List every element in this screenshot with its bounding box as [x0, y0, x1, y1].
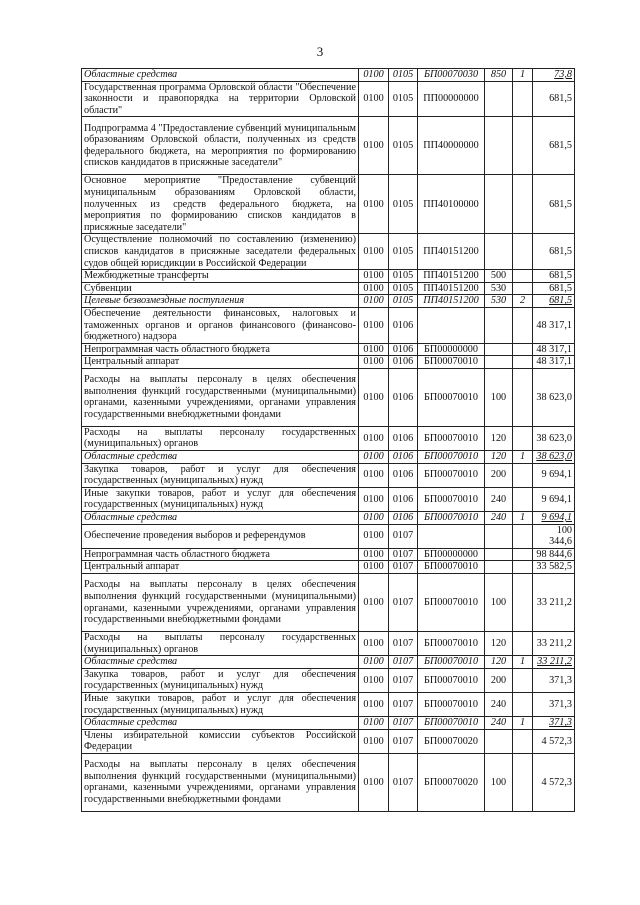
- expense-type-cell: [485, 343, 513, 356]
- amount-cell: 681,5: [533, 234, 575, 270]
- expense-type-cell: 100: [485, 574, 513, 632]
- funding-source-cell: [513, 753, 533, 811]
- expense-type-cell: 530: [485, 295, 513, 308]
- table-row: [82, 548, 575, 561]
- funding-source-cell: [513, 343, 533, 356]
- section-code-cell: 0100: [359, 717, 389, 730]
- expense-type-cell: [485, 81, 513, 117]
- funding-source-cell: 1: [513, 512, 533, 525]
- amount-cell: 681,5: [533, 282, 575, 295]
- amount-cell: 4 572,3: [533, 729, 575, 753]
- expense-name-cell: Иные закупки товаров, работ и услуг для обеспечения государственных (муниципальных) нужд: [82, 487, 359, 511]
- table-row: [82, 574, 575, 632]
- expense-name-cell: Областные средства: [82, 717, 359, 730]
- target-article-cell: БП00070010: [418, 668, 485, 692]
- budget-table: [81, 68, 575, 812]
- subsection-code-cell: 0106: [389, 426, 418, 450]
- target-article-cell: БП00070010: [418, 574, 485, 632]
- expense-name-cell: Основное мероприятие "Предоставление субвенций муниципальным образованиям Орловской области, полученных из средств федерального бюджета, на мероприятия по формированию списков кандидатов в присяжные заседатели": [82, 175, 359, 234]
- table-row: [82, 668, 575, 692]
- section-code-cell: 0100: [359, 307, 389, 343]
- expense-name-cell: Непрограммная часть областного бюджета: [82, 548, 359, 561]
- target-article-cell: БП00070010: [418, 368, 485, 426]
- subsection-code-cell: 0106: [389, 368, 418, 426]
- expense-type-cell: [485, 234, 513, 270]
- section-code-cell: 0100: [359, 632, 389, 656]
- amount-cell: 4 572,3: [533, 753, 575, 811]
- funding-source-cell: [513, 175, 533, 234]
- expense-name-cell: Межбюджетные трансферты: [82, 270, 359, 283]
- funding-source-cell: [513, 487, 533, 511]
- subsection-code-cell: 0107: [389, 692, 418, 716]
- funding-source-cell: [513, 426, 533, 450]
- table-row: [82, 632, 575, 656]
- section-code-cell: 0100: [359, 234, 389, 270]
- table-row: [82, 729, 575, 753]
- funding-source-cell: [513, 463, 533, 487]
- subsection-code-cell: 0107: [389, 524, 418, 548]
- table-row: [82, 270, 575, 283]
- amount-cell: 681,5: [533, 81, 575, 117]
- subsection-code-cell: 0105: [389, 282, 418, 295]
- table-row: [82, 307, 575, 343]
- expense-name-cell: Расходы на выплаты персоналу в целях обеспечения выполнения функций государственными (муниципальными) органами, казенными учреждениями, органами управления государственными внебюджетными фондами: [82, 753, 359, 811]
- funding-source-cell: [513, 368, 533, 426]
- target-article-cell: БП00070010: [418, 632, 485, 656]
- target-article-cell: БП00070010: [418, 487, 485, 511]
- amount-cell: 33 211,2: [533, 574, 575, 632]
- subsection-code-cell: 0106: [389, 307, 418, 343]
- expense-type-cell: 120: [485, 656, 513, 669]
- table-row: [82, 463, 575, 487]
- expense-name-cell: Расходы на выплаты персоналу в целях обеспечения выполнения функций государственными (муниципальными) органами, казенными учреждениями, органами управления государственными внебюджетными фондами: [82, 368, 359, 426]
- funding-source-cell: [513, 561, 533, 574]
- amount-cell: 9 694,1: [533, 487, 575, 511]
- section-code-cell: 0100: [359, 656, 389, 669]
- table-row: [82, 282, 575, 295]
- amount-cell: 73,8: [533, 69, 575, 82]
- amount-cell: 33 211,2: [533, 656, 575, 669]
- amount-cell: 371,3: [533, 668, 575, 692]
- target-article-cell: БП00070010: [418, 426, 485, 450]
- target-article-cell: ПП40151200: [418, 282, 485, 295]
- expense-type-cell: 200: [485, 463, 513, 487]
- subsection-code-cell: 0106: [389, 451, 418, 464]
- expense-type-cell: 530: [485, 282, 513, 295]
- funding-source-cell: 2: [513, 295, 533, 308]
- amount-cell: 9 694,1: [533, 463, 575, 487]
- expense-type-cell: 240: [485, 512, 513, 525]
- amount-cell: 38 623,0: [533, 426, 575, 450]
- table-row: [82, 69, 575, 82]
- table-row: [82, 753, 575, 811]
- subsection-code-cell: 0106: [389, 463, 418, 487]
- expense-type-cell: 120: [485, 426, 513, 450]
- target-article-cell: БП00070010: [418, 463, 485, 487]
- section-code-cell: 0100: [359, 282, 389, 295]
- subsection-code-cell: 0106: [389, 343, 418, 356]
- subsection-code-cell: 0105: [389, 270, 418, 283]
- amount-cell: 33 582,5: [533, 561, 575, 574]
- section-code-cell: 0100: [359, 729, 389, 753]
- subsection-code-cell: 0107: [389, 632, 418, 656]
- expense-type-cell: 500: [485, 270, 513, 283]
- funding-source-cell: [513, 524, 533, 548]
- expense-name-cell: Непрограммная часть областного бюджета: [82, 343, 359, 356]
- table-row: [82, 426, 575, 450]
- target-article-cell: БП00070010: [418, 451, 485, 464]
- amount-cell: 33 211,2: [533, 632, 575, 656]
- expense-name-cell: Субвенции: [82, 282, 359, 295]
- expense-name-cell: Областные средства: [82, 512, 359, 525]
- expense-type-cell: [485, 548, 513, 561]
- expense-name-cell: Члены избирательной комиссии субъектов Российской Федерации: [82, 729, 359, 753]
- expense-name-cell: Расходы на выплаты персоналу государственных (муниципальных) органов: [82, 632, 359, 656]
- funding-source-cell: [513, 632, 533, 656]
- table-row: [82, 295, 575, 308]
- expense-name-cell: Закупка товаров, работ и услуг для обеспечения государственных (муниципальных) нужд: [82, 668, 359, 692]
- section-code-cell: 0100: [359, 270, 389, 283]
- subsection-code-cell: 0105: [389, 175, 418, 234]
- funding-source-cell: [513, 356, 533, 369]
- section-code-cell: 0100: [359, 69, 389, 82]
- target-article-cell: [418, 307, 485, 343]
- funding-source-cell: [513, 234, 533, 270]
- funding-source-cell: [513, 729, 533, 753]
- section-code-cell: 0100: [359, 175, 389, 234]
- funding-source-cell: [513, 548, 533, 561]
- table-row: [82, 175, 575, 234]
- table-row: [82, 234, 575, 270]
- target-article-cell: БП00070010: [418, 717, 485, 730]
- expense-type-cell: [485, 729, 513, 753]
- table-row: [82, 692, 575, 716]
- table-row: [82, 512, 575, 525]
- section-code-cell: 0100: [359, 368, 389, 426]
- table-row: [82, 117, 575, 175]
- funding-source-cell: [513, 668, 533, 692]
- subsection-code-cell: 0106: [389, 512, 418, 525]
- amount-cell: 371,3: [533, 692, 575, 716]
- table-row: [82, 451, 575, 464]
- amount-cell: 98 844,6: [533, 548, 575, 561]
- target-article-cell: БП00070010: [418, 656, 485, 669]
- expense-type-cell: [485, 356, 513, 369]
- target-article-cell: БП00000000: [418, 548, 485, 561]
- subsection-code-cell: 0105: [389, 234, 418, 270]
- section-code-cell: 0100: [359, 561, 389, 574]
- target-article-cell: ПП00000000: [418, 81, 485, 117]
- target-article-cell: ПП40151200: [418, 234, 485, 270]
- expense-type-cell: 120: [485, 632, 513, 656]
- expense-name-cell: Областные средства: [82, 656, 359, 669]
- section-code-cell: 0100: [359, 548, 389, 561]
- amount-cell: 100 344,6: [533, 524, 575, 548]
- expense-type-cell: 120: [485, 451, 513, 464]
- amount-cell: 681,5: [533, 175, 575, 234]
- funding-source-cell: [513, 574, 533, 632]
- section-code-cell: 0100: [359, 295, 389, 308]
- expense-type-cell: 100: [485, 368, 513, 426]
- amount-cell: 38 623,0: [533, 368, 575, 426]
- table-row: [82, 368, 575, 426]
- funding-source-cell: [513, 282, 533, 295]
- subsection-code-cell: 0105: [389, 117, 418, 175]
- table-row: [82, 81, 575, 117]
- target-article-cell: ПП40151200: [418, 295, 485, 308]
- expense-type-cell: 240: [485, 717, 513, 730]
- funding-source-cell: [513, 117, 533, 175]
- table-row: [82, 524, 575, 548]
- target-article-cell: БП00070020: [418, 729, 485, 753]
- funding-source-cell: [513, 270, 533, 283]
- subsection-code-cell: 0107: [389, 717, 418, 730]
- expense-name-cell: Расходы на выплаты персоналу в целях обеспечения выполнения функций государственными (муниципальными) органами, казенными учреждениями, органами управления государственными внебюджетными фондами: [82, 574, 359, 632]
- funding-source-cell: 1: [513, 656, 533, 669]
- table-row: [82, 656, 575, 669]
- expense-name-cell: Центральный аппарат: [82, 561, 359, 574]
- subsection-code-cell: 0106: [389, 356, 418, 369]
- expense-type-cell: [485, 175, 513, 234]
- table-row: [82, 356, 575, 369]
- expense-type-cell: 850: [485, 69, 513, 82]
- subsection-code-cell: 0107: [389, 561, 418, 574]
- target-article-cell: ПП40000000: [418, 117, 485, 175]
- amount-cell: 48 317,1: [533, 356, 575, 369]
- expense-name-cell: Обеспечение проведения выборов и референдумов: [82, 524, 359, 548]
- expense-type-cell: [485, 524, 513, 548]
- section-code-cell: 0100: [359, 463, 389, 487]
- subsection-code-cell: 0105: [389, 81, 418, 117]
- section-code-cell: 0100: [359, 668, 389, 692]
- expense-name-cell: Осуществление полномочий по составлению (изменению) списков кандидатов в присяжные заседатели федеральных судов общей юрисдикции в Российской Федерации: [82, 234, 359, 270]
- expense-type-cell: [485, 117, 513, 175]
- subsection-code-cell: 0107: [389, 729, 418, 753]
- subsection-code-cell: 0107: [389, 548, 418, 561]
- funding-source-cell: [513, 692, 533, 716]
- section-code-cell: 0100: [359, 524, 389, 548]
- page-number: 3: [316, 44, 324, 59]
- amount-cell: 681,5: [533, 270, 575, 283]
- target-article-cell: [418, 524, 485, 548]
- amount-cell: 9 694,1: [533, 512, 575, 525]
- expense-name-cell: Иные закупки товаров, работ и услуг для обеспечения государственных (муниципальных) нужд: [82, 692, 359, 716]
- subsection-code-cell: 0105: [389, 69, 418, 82]
- table-row: [82, 561, 575, 574]
- expense-name-cell: Расходы на выплаты персоналу государственных (муниципальных) органов: [82, 426, 359, 450]
- target-article-cell: БП00070010: [418, 512, 485, 525]
- expense-type-cell: 200: [485, 668, 513, 692]
- table-row: [82, 717, 575, 730]
- target-article-cell: БП00070010: [418, 692, 485, 716]
- expense-name-cell: Государственная программа Орловской области "Обеспечение законности и правопорядка на территории Орловской области": [82, 81, 359, 117]
- target-article-cell: ПП40100000: [418, 175, 485, 234]
- expense-type-cell: [485, 307, 513, 343]
- expense-name-cell: Целевые безвозмездные поступления: [82, 295, 359, 308]
- target-article-cell: БП00070020: [418, 753, 485, 811]
- expense-type-cell: 240: [485, 692, 513, 716]
- section-code-cell: 0100: [359, 451, 389, 464]
- subsection-code-cell: 0105: [389, 295, 418, 308]
- expense-name-cell: Обеспечение деятельности финансовых, налоговых и таможенных органов и органов финансового (финансово-бюджетного) надзора: [82, 307, 359, 343]
- expense-name-cell: Подпрограмма 4 "Предоставление субвенций муниципальным образованиям Орловской области, полученных из средств федерального бюджета, на мероприятия по формированию списков кандидатов в присяжные заседатели": [82, 117, 359, 175]
- amount-cell: 48 317,1: [533, 307, 575, 343]
- section-code-cell: 0100: [359, 81, 389, 117]
- funding-source-cell: [513, 81, 533, 117]
- section-code-cell: 0100: [359, 426, 389, 450]
- expense-name-cell: Центральный аппарат: [82, 356, 359, 369]
- subsection-code-cell: 0107: [389, 574, 418, 632]
- section-code-cell: 0100: [359, 487, 389, 511]
- expense-type-cell: [485, 561, 513, 574]
- target-article-cell: БП00070010: [418, 356, 485, 369]
- subsection-code-cell: 0107: [389, 656, 418, 669]
- expense-name-cell: Областные средства: [82, 69, 359, 82]
- funding-source-cell: 1: [513, 451, 533, 464]
- target-article-cell: ПП40151200: [418, 270, 485, 283]
- section-code-cell: 0100: [359, 574, 389, 632]
- funding-source-cell: [513, 307, 533, 343]
- amount-cell: 681,5: [533, 117, 575, 175]
- expense-type-cell: 100: [485, 753, 513, 811]
- amount-cell: 38 623,0: [533, 451, 575, 464]
- amount-cell: 371,3: [533, 717, 575, 730]
- funding-source-cell: 1: [513, 717, 533, 730]
- expense-name-cell: Закупка товаров, работ и услуг для обеспечения государственных (муниципальных) нужд: [82, 463, 359, 487]
- section-code-cell: 0100: [359, 343, 389, 356]
- table-row: [82, 343, 575, 356]
- target-article-cell: БП00070030: [418, 69, 485, 82]
- expense-type-cell: 240: [485, 487, 513, 511]
- subsection-code-cell: 0107: [389, 668, 418, 692]
- section-code-cell: 0100: [359, 512, 389, 525]
- section-code-cell: 0100: [359, 753, 389, 811]
- budget-table-body: [82, 69, 575, 812]
- subsection-code-cell: 0107: [389, 753, 418, 811]
- funding-source-cell: 1: [513, 69, 533, 82]
- amount-cell: 681,5: [533, 295, 575, 308]
- section-code-cell: 0100: [359, 692, 389, 716]
- section-code-cell: 0100: [359, 356, 389, 369]
- target-article-cell: БП00000000: [418, 343, 485, 356]
- subsection-code-cell: 0106: [389, 487, 418, 511]
- amount-cell: 48 317,1: [533, 343, 575, 356]
- target-article-cell: БП00070010: [418, 561, 485, 574]
- section-code-cell: 0100: [359, 117, 389, 175]
- expense-name-cell: Областные средства: [82, 451, 359, 464]
- table-row: [82, 487, 575, 511]
